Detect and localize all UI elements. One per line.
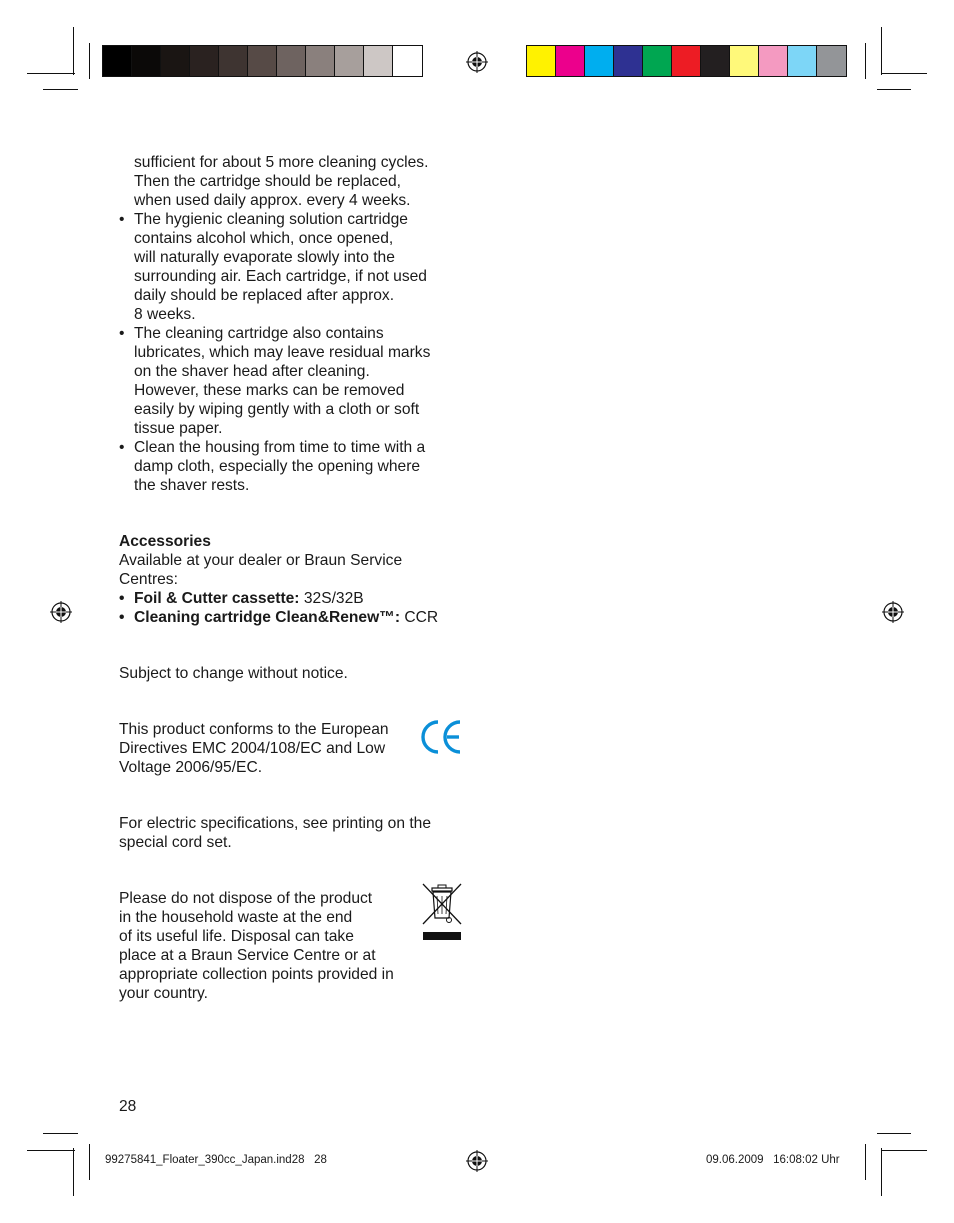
process-swatch [585,46,614,76]
text-line: The cleaning cartridge also contains [134,325,384,342]
crop-mark-bl-h2 [43,1133,78,1134]
process-swatch [643,46,672,76]
text-line: Voltage 2006/95/EC. [119,759,263,776]
bullet-icon: • [119,609,125,626]
page-number: 28 [119,1098,137,1115]
text-line: will naturally evaporate slowly into the [134,249,395,266]
crop-mark-bl-v [73,1148,74,1196]
change-notice: Subject to change without notice. [119,665,348,682]
footer-timestamp: 09.06.2009 16:08:02 Uhr [706,1154,840,1166]
text-line: daily should be replaced after approx. [134,287,395,304]
process-swatch [759,46,788,76]
text-line: Please do not dispose of the product [119,890,373,907]
process-swatch [672,46,701,76]
text-line: Centres: [119,571,178,588]
crop-mark-tr-v2 [865,43,866,79]
crop-mark-br-h [881,1150,927,1151]
accessory-label: Foil & Cutter cassette: [134,590,300,607]
process-color-bar [526,45,847,77]
process-swatch [730,46,759,76]
bullet-icon: • [119,439,125,456]
process-swatch [527,46,556,76]
text-line: Clean the housing from time to time with a [134,439,426,456]
text-line: of its useful life. Disposal can take [119,928,354,945]
process-swatch [614,46,643,76]
text-line: sufficient for about 5 more cleaning cycles. [134,154,429,171]
crop-mark-tl-v2 [89,43,90,79]
crop-mark-bl-v2 [89,1144,90,1180]
ce-conformity-paragraph [119,720,469,777]
bullet-icon: • [119,325,125,342]
accessories-heading: Accessories [119,533,211,550]
process-swatch [817,46,846,76]
process-swatch [556,46,585,76]
process-swatch [701,46,730,76]
text-line: on the shaver head after cleaning. [134,363,370,380]
gray-swatch [161,46,190,76]
crop-mark-br-v [881,1148,882,1196]
text-line: when used daily approx. every 4 weeks. [134,192,411,209]
text-line: the shaver rests. [134,477,250,494]
text-line: your country. [119,985,208,1002]
accessory-item [119,589,469,608]
bullet-item [119,324,469,438]
text-line: tissue paper. [134,420,223,437]
crop-mark-tl-v [73,27,74,75]
text-line: For electric specifications, see printing on the [119,815,432,832]
crop-mark-tl-h2 [43,89,78,90]
accessory-value: CCR [400,609,439,626]
crop-mark-bl-h [27,1150,75,1151]
gray-swatch [103,46,132,76]
text-line: damp cloth, especially the opening where [134,458,421,475]
disposal-paragraph [119,889,469,1003]
crop-mark-tr-v [881,27,882,75]
text-line: However, these marks can be removed [134,382,405,399]
text-line: place at a Braun Service Centre or at [119,947,376,964]
accessory-item [119,608,469,627]
main-text-column [119,153,469,1003]
crop-mark-br-h2 [877,1133,911,1134]
accessories-section [119,532,469,627]
gray-swatch [393,46,422,76]
grayscale-color-bar [102,45,423,77]
footer-file-name: 99275841_Floater_390cc_Japan.ind28 28 [105,1154,327,1166]
intro-paragraph [119,153,469,210]
text-line: 8 weeks. [134,306,196,323]
text-line: lubricates, which may leave residual marks [134,344,431,361]
text-line: easily by wiping gently with a cloth or soft [134,401,420,418]
bullet-item [119,210,469,324]
gray-swatch [248,46,277,76]
crop-mark-br-v2 [865,1144,866,1180]
accessory-label: Cleaning cartridge Clean&Renew™: [134,609,401,626]
electric-spec-paragraph [119,814,469,852]
gray-swatch [277,46,306,76]
accessory-value: 32S/32B [299,590,364,607]
registration-mark-icon [882,601,904,623]
gray-swatch [219,46,248,76]
bullet-icon: • [119,590,125,607]
text-line: special cord set. [119,834,232,851]
bullet-icon: • [119,211,125,228]
text-line: surrounding air. Each cartridge, if not used [134,268,427,285]
text-line: appropriate collection points provided in [119,966,394,983]
text-line: in the household waste at the end [119,909,353,926]
crossed-out-wheelie-bin-icon [421,882,463,942]
text-line: This product conforms to the European [119,721,389,738]
registration-mark-icon [466,1150,488,1172]
crop-mark-tr-h [881,73,927,74]
gray-swatch [364,46,393,76]
bullet-item [119,438,469,495]
text-line: Available at your dealer or Braun Service [119,552,403,569]
process-swatch [788,46,817,76]
text-line: Directives EMC 2004/108/EC and Low [119,740,386,757]
registration-mark-icon [50,601,72,623]
text-line: contains alcohol which, once opened, [134,230,394,247]
gray-swatch [306,46,335,76]
crop-mark-tr-h2 [877,89,911,90]
crop-mark-tl-h [27,73,75,74]
gray-swatch [190,46,219,76]
registration-mark-icon [466,51,488,73]
gray-swatch [132,46,161,76]
text-line: Then the cartridge should be replaced, [134,173,401,190]
text-line: The hygienic cleaning solution cartridge [134,211,408,228]
gray-swatch [335,46,364,76]
ce-mark-icon [419,718,463,756]
